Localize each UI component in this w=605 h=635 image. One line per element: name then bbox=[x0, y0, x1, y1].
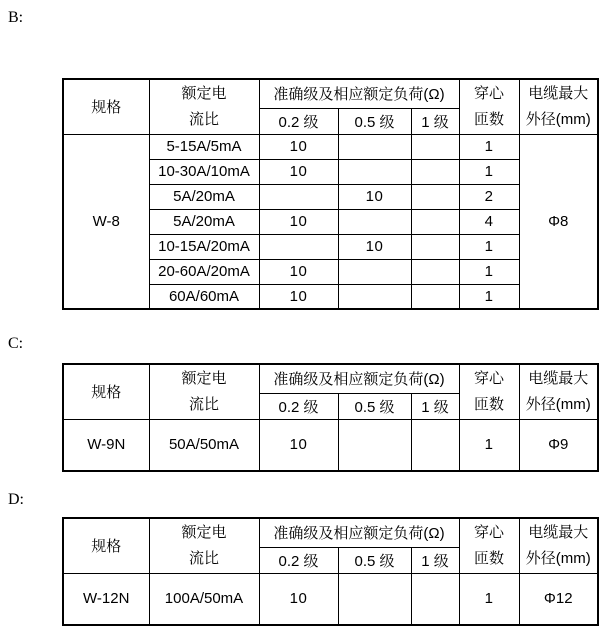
acc1-cell bbox=[411, 209, 459, 234]
turns-cell: 1 bbox=[459, 234, 519, 259]
header-turns-line2: 匝数 bbox=[473, 395, 504, 413]
ratio-cell: 60A/60mA bbox=[149, 284, 259, 309]
acc1-cell bbox=[411, 573, 459, 625]
ratio-cell: 50A/50mA bbox=[149, 419, 259, 471]
header-ratio-line1: 额定电 bbox=[181, 85, 227, 103]
acc05-cell bbox=[338, 134, 411, 159]
acc1-cell bbox=[411, 259, 459, 284]
acc02-cell bbox=[259, 234, 338, 259]
header-spec: 规格 bbox=[63, 79, 149, 134]
header-cable bbox=[519, 79, 598, 134]
header-turns bbox=[459, 518, 519, 573]
turns-cell: 1 bbox=[459, 419, 519, 471]
spec-table-d bbox=[62, 517, 599, 626]
acc02-cell: 10 bbox=[259, 259, 338, 284]
ratio-cell: 10-15A/20mA bbox=[149, 234, 259, 259]
acc05-cell bbox=[338, 259, 411, 284]
acc02-cell: 10 bbox=[259, 209, 338, 234]
acc05-cell: 10 bbox=[338, 234, 411, 259]
header-acc-02: 0.2 级 bbox=[259, 547, 338, 573]
cable-value-cell: Φ8 bbox=[519, 134, 598, 309]
acc02-cell: 10 bbox=[259, 134, 338, 159]
spec-value-cell: W-12N bbox=[63, 573, 149, 625]
header-ratio-line2: 流比 bbox=[188, 549, 219, 567]
section-label-d: D: bbox=[8, 491, 24, 508]
header-acc-02: 0.2 级 bbox=[259, 108, 338, 134]
ratio-cell: 20-60A/20mA bbox=[149, 259, 259, 284]
header-accuracy-group: 准确级及相应额定负荷(Ω) bbox=[259, 364, 459, 393]
header-ratio-line1: 额定电 bbox=[181, 370, 227, 388]
acc02-cell: 10 bbox=[259, 573, 338, 625]
acc1-cell bbox=[411, 284, 459, 309]
header-cable-line1: 电缆最大 bbox=[528, 370, 589, 388]
turns-cell: 1 bbox=[459, 159, 519, 184]
header-turns bbox=[459, 364, 519, 419]
ratio-cell: 100A/50mA bbox=[149, 573, 259, 625]
spec-table-c bbox=[62, 363, 599, 472]
header-accuracy-group: 准确级及相应额定负荷(Ω) bbox=[259, 518, 459, 547]
acc05-cell: 10 bbox=[338, 184, 411, 209]
acc1-cell bbox=[411, 419, 459, 471]
acc02-cell: 10 bbox=[259, 284, 338, 309]
spec-table-b bbox=[62, 78, 599, 310]
turns-cell: 2 bbox=[459, 184, 519, 209]
acc05-cell bbox=[338, 284, 411, 309]
header-ratio-line2: 流比 bbox=[188, 395, 219, 413]
turns-cell: 4 bbox=[459, 209, 519, 234]
acc05-cell bbox=[338, 159, 411, 184]
acc1-cell bbox=[411, 134, 459, 159]
header-ratio bbox=[149, 518, 259, 573]
header-spec: 规格 bbox=[63, 518, 149, 573]
header-turns-line1: 穿心 bbox=[473, 370, 504, 388]
acc02-cell: 10 bbox=[259, 159, 338, 184]
header-ratio-line2: 流比 bbox=[188, 110, 219, 128]
acc1-cell bbox=[411, 184, 459, 209]
turns-cell: 1 bbox=[459, 134, 519, 159]
header-acc-1: 1 级 bbox=[411, 547, 459, 573]
header-turns bbox=[459, 79, 519, 134]
acc05-cell bbox=[338, 419, 411, 471]
ratio-cell: 5A/20mA bbox=[149, 184, 259, 209]
header-turns-line2: 匝数 bbox=[473, 549, 504, 567]
acc02-cell bbox=[259, 184, 338, 209]
acc1-cell bbox=[411, 234, 459, 259]
header-turns-line2: 匝数 bbox=[473, 110, 504, 128]
spec-value-cell: W-9N bbox=[63, 419, 149, 471]
acc05-cell bbox=[338, 573, 411, 625]
header-acc-05: 0.5 级 bbox=[338, 393, 411, 419]
header-turns-line1: 穿心 bbox=[473, 85, 504, 103]
spec-value-cell: W-8 bbox=[63, 134, 149, 309]
header-ratio bbox=[149, 79, 259, 134]
header-cable bbox=[519, 364, 598, 419]
header-acc-02: 0.2 级 bbox=[259, 393, 338, 419]
header-acc-05: 0.5 级 bbox=[338, 108, 411, 134]
header-accuracy-group: 准确级及相应额定负荷(Ω) bbox=[259, 79, 459, 108]
acc02-cell: 10 bbox=[259, 419, 338, 471]
acc1-cell bbox=[411, 159, 459, 184]
table-row bbox=[63, 419, 598, 471]
header-cable-line1: 电缆最大 bbox=[528, 524, 589, 542]
header-acc-1: 1 级 bbox=[411, 108, 459, 134]
header-cable bbox=[519, 518, 598, 573]
header-acc-1: 1 级 bbox=[411, 393, 459, 419]
acc05-cell bbox=[338, 209, 411, 234]
table-row bbox=[63, 134, 598, 159]
cable-value-cell: Φ9 bbox=[519, 419, 598, 471]
ratio-cell: 10-30A/10mA bbox=[149, 159, 259, 184]
table-row bbox=[63, 573, 598, 625]
header-cable-line2: 外径(mm) bbox=[525, 549, 591, 567]
section-label-b: B: bbox=[8, 9, 24, 26]
header-cable-line1: 电缆最大 bbox=[528, 85, 589, 103]
ratio-cell: 5-15A/5mA bbox=[149, 134, 259, 159]
ratio-cell: 5A/20mA bbox=[149, 209, 259, 234]
turns-cell: 1 bbox=[459, 259, 519, 284]
header-ratio-line1: 额定电 bbox=[181, 524, 227, 542]
cable-value-cell: Φ12 bbox=[519, 573, 598, 625]
section-label-c: C: bbox=[8, 335, 24, 352]
header-cable-line2: 外径(mm) bbox=[525, 110, 591, 128]
turns-cell: 1 bbox=[459, 284, 519, 309]
header-acc-05: 0.5 级 bbox=[338, 547, 411, 573]
header-cable-line2: 外径(mm) bbox=[525, 395, 591, 413]
header-ratio bbox=[149, 364, 259, 419]
turns-cell: 1 bbox=[459, 573, 519, 625]
header-spec: 规格 bbox=[63, 364, 149, 419]
header-turns-line1: 穿心 bbox=[473, 524, 504, 542]
